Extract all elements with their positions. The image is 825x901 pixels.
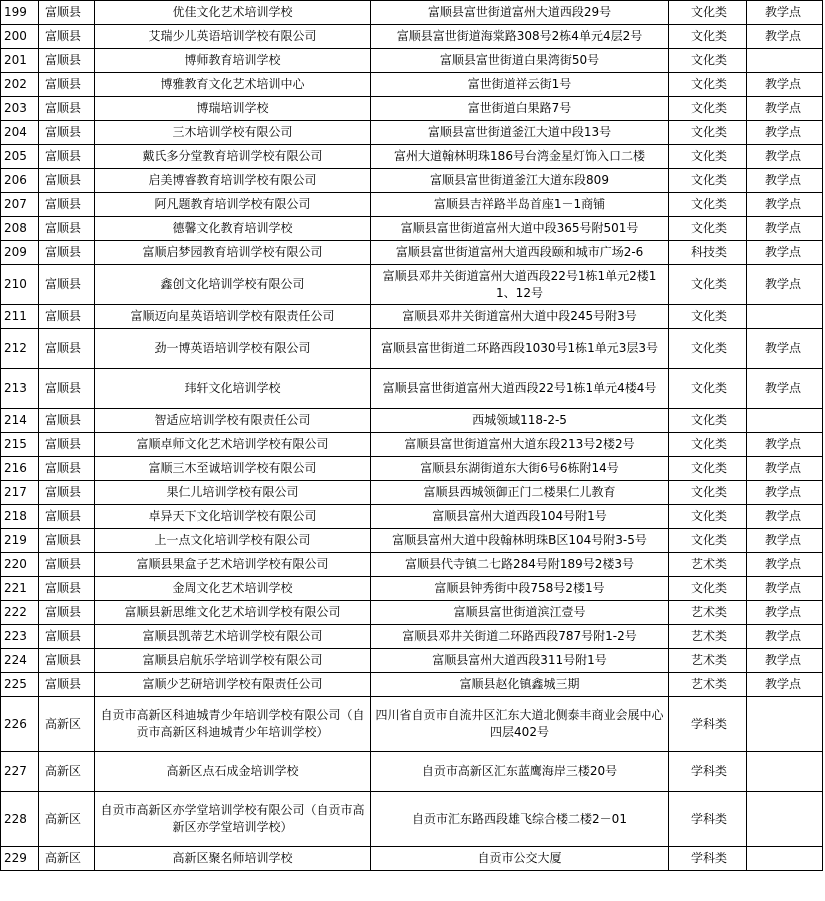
school-name-cell: 智适应培训学校有限责任公司 (95, 409, 371, 433)
type-cell: 教学点 (747, 329, 823, 369)
region-cell: 富顺县 (39, 457, 95, 481)
table-row (1, 193, 823, 217)
address-cell: 富顺县钟秀街中段758号2楼1号 (371, 577, 669, 601)
category-cell: 学科类 (669, 792, 747, 847)
region-cell: 富顺县 (39, 433, 95, 457)
row-number-cell: 220 (1, 553, 39, 577)
row-number-cell: 210 (1, 265, 39, 305)
type-cell: 教学点 (747, 193, 823, 217)
table-row (1, 792, 823, 847)
table-row (1, 73, 823, 97)
region-cell: 富顺县 (39, 217, 95, 241)
address-cell: 富顺县富世街道海棠路308号2栋4单元4层2号 (371, 25, 669, 49)
type-cell: 教学点 (747, 121, 823, 145)
address-cell: 富顺县富世街道富州大道西段22号1栋1单元4楼4号 (371, 369, 669, 409)
region-cell: 富顺县 (39, 625, 95, 649)
table-row (1, 1, 823, 25)
row-number-cell: 221 (1, 577, 39, 601)
row-number-cell: 219 (1, 529, 39, 553)
school-name-cell: 博瑞培训学校 (95, 97, 371, 121)
category-cell: 文化类 (669, 49, 747, 73)
category-cell: 学科类 (669, 847, 747, 871)
category-cell: 文化类 (669, 529, 747, 553)
region-cell: 富顺县 (39, 193, 95, 217)
address-cell: 富顺县赵化镇鑫城三期 (371, 673, 669, 697)
type-cell: 教学点 (747, 553, 823, 577)
region-cell: 高新区 (39, 697, 95, 752)
category-cell: 文化类 (669, 25, 747, 49)
region-cell: 富顺县 (39, 25, 95, 49)
region-cell: 富顺县 (39, 529, 95, 553)
row-number-cell: 204 (1, 121, 39, 145)
type-cell: 教学点 (747, 577, 823, 601)
school-name-cell: 卓异天下文化培训学校有限公司 (95, 505, 371, 529)
address-cell: 富顺县富州大道西段104号附1号 (371, 505, 669, 529)
category-cell: 学科类 (669, 752, 747, 792)
address-cell: 富顺县吉祥路半岛首座1－1商铺 (371, 193, 669, 217)
region-cell: 富顺县 (39, 1, 95, 25)
school-name-cell: 启美博睿教育培训学校有限公司 (95, 169, 371, 193)
type-cell (747, 697, 823, 752)
table-row (1, 553, 823, 577)
region-cell: 富顺县 (39, 601, 95, 625)
school-name-cell: 博师教育培训学校 (95, 49, 371, 73)
category-cell: 文化类 (669, 433, 747, 457)
category-cell: 文化类 (669, 369, 747, 409)
region-cell: 高新区 (39, 752, 95, 792)
school-name-cell: 自贡市高新区科迪城青少年培训学校有限公司（自贡市高新区科迪城青少年培训学校） (95, 697, 371, 752)
school-name-cell: 富顺卓师文化艺术培训学校有限公司 (95, 433, 371, 457)
address-cell: 四川省自贡市自流井区汇东大道北侧泰丰商业会展中心四层402号 (371, 697, 669, 752)
type-cell: 教学点 (747, 25, 823, 49)
row-number-cell: 217 (1, 481, 39, 505)
address-cell: 富顺县富世街道釜江大道中段13号 (371, 121, 669, 145)
row-number-cell: 228 (1, 792, 39, 847)
type-cell (747, 49, 823, 73)
school-name-cell: 金周文化艺术培训学校 (95, 577, 371, 601)
region-cell: 富顺县 (39, 553, 95, 577)
table-row (1, 49, 823, 73)
row-number-cell: 206 (1, 169, 39, 193)
category-cell: 文化类 (669, 577, 747, 601)
address-cell: 西城领域118-2-5 (371, 409, 669, 433)
row-number-cell: 223 (1, 625, 39, 649)
address-cell: 富顺县邓井关街道富州大道中段245号附3号 (371, 305, 669, 329)
row-number-cell: 225 (1, 673, 39, 697)
type-cell: 教学点 (747, 265, 823, 305)
table-row (1, 673, 823, 697)
row-number-cell: 211 (1, 305, 39, 329)
school-name-cell: 博雅教育文化艺术培训中心 (95, 73, 371, 97)
table-row (1, 697, 823, 752)
type-cell: 教学点 (747, 601, 823, 625)
region-cell: 高新区 (39, 847, 95, 871)
school-name-cell: 富顺县启航乐学培训学校有限公司 (95, 649, 371, 673)
address-cell: 富顺县富世街道富州大道东段213号2楼2号 (371, 433, 669, 457)
school-name-cell: 玮轩文化培训学校 (95, 369, 371, 409)
table-row (1, 601, 823, 625)
table-row (1, 529, 823, 553)
type-cell: 教学点 (747, 73, 823, 97)
address-cell: 富顺县富世街道富州大道中段365号附501号 (371, 217, 669, 241)
table-row (1, 97, 823, 121)
category-cell: 文化类 (669, 145, 747, 169)
table-row (1, 505, 823, 529)
row-number-cell: 209 (1, 241, 39, 265)
row-number-cell: 215 (1, 433, 39, 457)
address-cell: 自贡市高新区汇东蓝鹰海岸三楼20号 (371, 752, 669, 792)
type-cell (747, 305, 823, 329)
type-cell: 教学点 (747, 625, 823, 649)
address-cell: 富顺县富州大道中段翰林明珠B区104号附3-5号 (371, 529, 669, 553)
region-cell: 富顺县 (39, 169, 95, 193)
school-name-cell: 富顺县新思维文化艺术培训学校有限公司 (95, 601, 371, 625)
address-cell: 富顺县富世街道富州大道西段颐和城市广场2-6 (371, 241, 669, 265)
table-row (1, 25, 823, 49)
school-name-cell: 高新区点石成金培训学校 (95, 752, 371, 792)
type-cell (747, 409, 823, 433)
category-cell: 文化类 (669, 329, 747, 369)
type-cell: 教学点 (747, 97, 823, 121)
type-cell: 教学点 (747, 649, 823, 673)
type-cell: 教学点 (747, 505, 823, 529)
category-cell: 文化类 (669, 169, 747, 193)
address-cell: 富顺县东湖街道东大街6号6栋附14号 (371, 457, 669, 481)
table-row (1, 169, 823, 193)
address-cell: 富顺县富世街道富州大道西段29号 (371, 1, 669, 25)
category-cell: 文化类 (669, 121, 747, 145)
category-cell: 艺术类 (669, 673, 747, 697)
row-number-cell: 212 (1, 329, 39, 369)
category-cell: 文化类 (669, 409, 747, 433)
row-number-cell: 216 (1, 457, 39, 481)
address-cell: 富顺县富世街道滨江壹号 (371, 601, 669, 625)
region-cell: 富顺县 (39, 577, 95, 601)
row-number-cell: 213 (1, 369, 39, 409)
row-number-cell: 226 (1, 697, 39, 752)
address-cell: 富顺县邓井关街道富州大道西段22号1栋1单元2楼11、12号 (371, 265, 669, 305)
school-name-cell: 富顺三木至诚培训学校有限公司 (95, 457, 371, 481)
table-row (1, 649, 823, 673)
table-row (1, 121, 823, 145)
school-name-cell: 鑫创文化培训学校有限公司 (95, 265, 371, 305)
type-cell: 教学点 (747, 433, 823, 457)
category-cell: 文化类 (669, 305, 747, 329)
region-cell: 高新区 (39, 792, 95, 847)
table-row (1, 457, 823, 481)
address-cell: 富世街道白果路7号 (371, 97, 669, 121)
row-number-cell: 208 (1, 217, 39, 241)
category-cell: 文化类 (669, 97, 747, 121)
school-name-cell: 富顺县果盒子艺术培训学校有限公司 (95, 553, 371, 577)
address-cell: 自贡市汇东路西段雄飞综合楼二楼2－01 (371, 792, 669, 847)
address-cell: 富顺县富世街道白果湾街50号 (371, 49, 669, 73)
type-cell: 教学点 (747, 217, 823, 241)
table-row (1, 369, 823, 409)
region-cell: 富顺县 (39, 73, 95, 97)
row-number-cell: 205 (1, 145, 39, 169)
type-cell: 教学点 (747, 369, 823, 409)
type-cell: 教学点 (747, 529, 823, 553)
school-name-cell: 富顺少艺研培训学校有限责任公司 (95, 673, 371, 697)
school-name-cell: 高新区聚名师培训学校 (95, 847, 371, 871)
address-cell: 自贡市公交大厦 (371, 847, 669, 871)
address-cell: 富顺县富州大道西段311号附1号 (371, 649, 669, 673)
row-number-cell: 214 (1, 409, 39, 433)
school-name-cell: 富顺县凯蒂艺术培训学校有限公司 (95, 625, 371, 649)
address-cell: 富顺县富世街道二环路西段1030号1栋1单元3层3号 (371, 329, 669, 369)
category-cell: 艺术类 (669, 625, 747, 649)
school-name-cell: 富顺迈向星英语培训学校有限责任公司 (95, 305, 371, 329)
row-number-cell: 203 (1, 97, 39, 121)
category-cell: 文化类 (669, 265, 747, 305)
row-number-cell: 224 (1, 649, 39, 673)
region-cell: 富顺县 (39, 329, 95, 369)
address-cell: 富顺县代寺镇二七路284号附189号2楼3号 (371, 553, 669, 577)
category-cell: 文化类 (669, 217, 747, 241)
table-row (1, 433, 823, 457)
region-cell: 富顺县 (39, 409, 95, 433)
school-name-cell: 阿凡题教育培训学校有限公司 (95, 193, 371, 217)
category-cell: 艺术类 (669, 553, 747, 577)
row-number-cell: 229 (1, 847, 39, 871)
category-cell: 文化类 (669, 457, 747, 481)
school-name-cell: 上一点文化培训学校有限公司 (95, 529, 371, 553)
row-number-cell: 227 (1, 752, 39, 792)
region-cell: 富顺县 (39, 369, 95, 409)
school-name-cell: 果仁儿培训学校有限公司 (95, 481, 371, 505)
region-cell: 富顺县 (39, 145, 95, 169)
school-name-cell: 德馨文化教育培训学校 (95, 217, 371, 241)
address-cell: 富世街道祥云街1号 (371, 73, 669, 97)
table-row (1, 145, 823, 169)
school-name-cell: 富顺启梦园教育培训学校有限公司 (95, 241, 371, 265)
table-row (1, 752, 823, 792)
category-cell: 文化类 (669, 481, 747, 505)
table-body (1, 1, 823, 871)
region-cell: 富顺县 (39, 97, 95, 121)
category-cell: 学科类 (669, 697, 747, 752)
type-cell (747, 752, 823, 792)
category-cell: 艺术类 (669, 601, 747, 625)
table-row (1, 217, 823, 241)
table-row (1, 305, 823, 329)
category-cell: 文化类 (669, 73, 747, 97)
type-cell (747, 792, 823, 847)
row-number-cell: 218 (1, 505, 39, 529)
table-row (1, 241, 823, 265)
region-cell: 富顺县 (39, 265, 95, 305)
region-cell: 富顺县 (39, 241, 95, 265)
address-cell: 富顺县西城领御正门二楼果仁儿教育 (371, 481, 669, 505)
row-number-cell: 199 (1, 1, 39, 25)
school-name-cell: 三木培训学校有限公司 (95, 121, 371, 145)
table-row (1, 265, 823, 305)
address-cell: 富顺县邓井关街道二环路西段787号附1-2号 (371, 625, 669, 649)
category-cell: 科技类 (669, 241, 747, 265)
school-name-cell: 艾瑞少儿英语培训学校有限公司 (95, 25, 371, 49)
address-cell: 富顺县富世街道釜江大道东段809 (371, 169, 669, 193)
row-number-cell: 207 (1, 193, 39, 217)
type-cell: 教学点 (747, 241, 823, 265)
row-number-cell: 200 (1, 25, 39, 49)
type-cell (747, 847, 823, 871)
region-cell: 富顺县 (39, 305, 95, 329)
region-cell: 富顺县 (39, 649, 95, 673)
type-cell: 教学点 (747, 145, 823, 169)
row-number-cell: 201 (1, 49, 39, 73)
region-cell: 富顺县 (39, 49, 95, 73)
table-row (1, 481, 823, 505)
type-cell: 教学点 (747, 481, 823, 505)
region-cell: 富顺县 (39, 121, 95, 145)
row-number-cell: 202 (1, 73, 39, 97)
table-row (1, 625, 823, 649)
type-cell: 教学点 (747, 169, 823, 193)
school-name-cell: 自贡市高新区亦学堂培训学校有限公司（自贡市高新区亦学堂培训学校） (95, 792, 371, 847)
school-name-cell: 劲一博英语培训学校有限公司 (95, 329, 371, 369)
address-cell: 富州大道翰林明珠186号台湾金星灯饰入口二楼 (371, 145, 669, 169)
type-cell: 教学点 (747, 673, 823, 697)
row-number-cell: 222 (1, 601, 39, 625)
table-row (1, 329, 823, 369)
table-row (1, 847, 823, 871)
region-cell: 富顺县 (39, 673, 95, 697)
category-cell: 文化类 (669, 1, 747, 25)
table-row (1, 409, 823, 433)
region-cell: 富顺县 (39, 481, 95, 505)
category-cell: 文化类 (669, 193, 747, 217)
school-name-cell: 戴氏多分堂教育培训学校有限公司 (95, 145, 371, 169)
type-cell: 教学点 (747, 457, 823, 481)
table-row (1, 577, 823, 601)
school-name-cell: 优佳文化艺术培训学校 (95, 1, 371, 25)
type-cell: 教学点 (747, 1, 823, 25)
category-cell: 文化类 (669, 505, 747, 529)
category-cell: 艺术类 (669, 649, 747, 673)
region-cell: 富顺县 (39, 505, 95, 529)
